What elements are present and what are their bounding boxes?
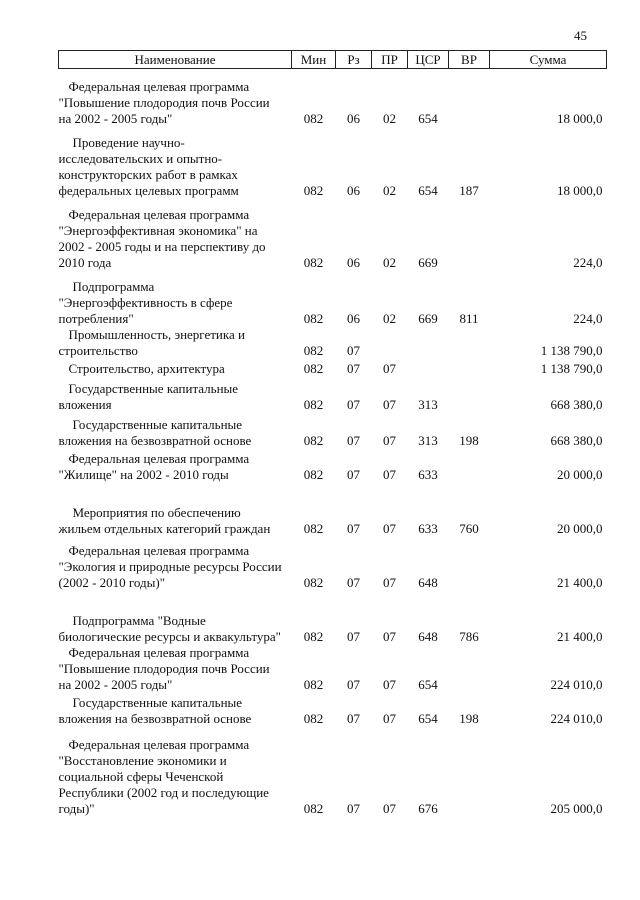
row-csr: 654 [418,676,438,692]
row-name [59,449,292,483]
row-min: 082 [303,360,324,376]
row-sum: 205 000,0 [550,800,603,816]
row-rz: 07 [347,342,360,358]
row-name-text: Федеральная целевая программа "Энергоэффективная экономика" на 2002 - 2005 годы и на перспективу до 2010 года [58,206,266,270]
row-rz: 07 [347,628,360,644]
row-rz: 07 [347,396,360,412]
row-name [59,359,292,377]
row-name-text: Федеральная целевая программа "Повышение плодородия почв России на 2002 - 2005 годы" [58,78,270,126]
row-pr: 07 [383,520,396,536]
row-name [59,727,292,817]
row-sum: 224 010,0 [550,710,603,726]
row-name-text: Федеральная целевая программа "Экология и природные ресурсы России (2002 - 2010 годы)" [58,542,282,590]
row-vr [449,199,490,271]
row-pr: 07 [383,574,396,590]
row-min: 082 [303,710,324,726]
table-row [59,537,607,591]
row-name [59,413,292,449]
row-sum: 224 010,0 [550,676,603,692]
row-sum: 668 380,0 [550,432,603,448]
row-name-text: Проведение научно-исследовательских и опытно-конструкторских работ в рамках федеральных целевых программ [58,134,239,198]
row-name-text: Федеральная целевая программа "Восстановление экономики и социальной сферы Чеченской Республики (2002 год и последующие годы)" [58,736,269,816]
row-sum: 18 000,0 [557,110,603,126]
row-name [59,127,292,199]
row-vr [449,359,490,377]
row-name [59,645,292,693]
row-name [59,377,292,413]
row-sum: 21 400,0 [557,574,603,590]
row-rz: 06 [347,110,360,126]
row-name-text: Промышленность, энергетика и строительство [58,326,245,358]
table-row [59,449,607,483]
column-header-pr: ПР [372,51,408,69]
page-number: 45 [574,28,587,43]
row-csr: 648 [418,628,438,644]
row-name-text: Строительство, архитектура [68,360,225,376]
column-header-vr: ВР [449,51,490,69]
row-vr: 811 [459,310,479,326]
row-pr: 02 [383,310,396,326]
row-sum: 668 380,0 [550,396,603,412]
row-pr: 02 [383,182,396,198]
table-row [59,69,607,127]
row-min: 082 [303,110,324,126]
table-row [59,359,607,377]
table-row [59,645,607,693]
table-header-row [59,51,607,69]
row-name-text: Мероприятия по обеспечению жильем отдельных категорий граждан [58,504,271,536]
row-name-text: Государственные капитальные вложения на безвозвратной основе [58,694,252,726]
row-csr: 654 [418,182,438,198]
row-vr: 187 [459,182,479,198]
row-sum: 224,0 [573,254,603,270]
row-rz: 07 [347,676,360,692]
row-vr [449,537,490,591]
table-body [59,69,607,817]
row-vr: 198 [459,710,479,726]
row-csr: 654 [418,110,438,126]
row-name [59,693,292,727]
column-header-csr: ЦСР [408,51,449,69]
row-pr: 07 [383,628,396,644]
row-csr: 633 [418,520,438,536]
row-name [59,537,292,591]
table-row [59,483,607,537]
row-pr: 02 [383,110,396,126]
row-csr: 654 [418,710,438,726]
row-name-text: Подпрограмма "Энергоэффективность в сфере потребления" [58,278,233,326]
row-csr: 669 [418,254,438,270]
row-name [59,591,292,645]
row-vr [449,449,490,483]
row-csr: 669 [418,310,438,326]
row-csr: 676 [418,800,438,816]
column-header-name: Наименование [59,51,292,69]
row-min: 082 [303,800,324,816]
row-rz: 06 [347,310,360,326]
row-rz: 07 [347,520,360,536]
row-sum: 20 000,0 [557,520,603,536]
table-row [59,327,607,359]
row-sum: 21 400,0 [557,628,603,644]
row-csr: 313 [418,396,438,412]
row-name-text: Подпрограмма "Водные биологические ресурсы и аквакультура" [58,612,281,644]
row-pr: 07 [383,396,396,412]
row-vr [449,69,490,127]
row-vr [449,645,490,693]
row-vr: 198 [459,432,479,448]
table-row [59,271,607,327]
row-min: 082 [303,628,324,644]
table-row [59,199,607,271]
row-csr: 633 [418,466,438,482]
table-row [59,591,607,645]
row-pr: 07 [383,432,396,448]
table-row [59,127,607,199]
row-name [59,271,292,327]
row-pr: 07 [383,466,396,482]
row-rz: 07 [347,360,360,376]
row-sum: 1 138 790,0 [540,360,603,376]
column-header-rz: Рз [336,51,372,69]
row-csr: 648 [418,574,438,590]
row-sum: 224,0 [573,310,603,326]
row-rz: 07 [347,466,360,482]
row-min: 082 [303,310,324,326]
row-min: 082 [303,676,324,692]
row-rz: 06 [347,182,360,198]
row-name [59,483,292,537]
row-min: 082 [303,396,324,412]
row-pr: 07 [383,676,396,692]
row-pr: 07 [383,360,396,376]
row-csr [408,327,449,359]
row-name-text: Федеральная целевая программа "Жилище" на 2002 - 2010 годы [58,450,250,482]
row-rz: 06 [347,254,360,270]
row-name-text: Государственные капитальные вложения [58,380,239,412]
row-name [59,327,292,359]
row-min: 082 [303,342,324,358]
row-min: 082 [303,466,324,482]
row-pr [372,327,408,359]
row-min: 082 [303,182,324,198]
row-sum: 20 000,0 [557,466,603,482]
row-csr: 313 [418,432,438,448]
row-vr: 786 [459,628,479,644]
table-row [59,377,607,413]
table-row [59,727,607,817]
row-rz: 07 [347,574,360,590]
row-vr [449,727,490,817]
row-name-text: Государственные капитальные вложения на безвозвратной основе [58,416,252,448]
row-pr: 07 [383,710,396,726]
column-header-min: Мин [292,51,336,69]
row-name [59,199,292,271]
row-name [59,69,292,127]
row-rz: 07 [347,800,360,816]
budget-table [58,50,607,817]
row-pr: 07 [383,800,396,816]
row-rz: 07 [347,710,360,726]
row-min: 082 [303,432,324,448]
row-vr: 760 [459,520,479,536]
row-name-text: Федеральная целевая программа "Повышение плодородия почв России на 2002 - 2005 годы" [58,644,270,692]
row-pr: 02 [383,254,396,270]
row-min: 082 [303,254,324,270]
row-vr [449,377,490,413]
row-min: 082 [303,520,324,536]
row-csr [408,359,449,377]
row-vr [449,327,490,359]
row-rz: 07 [347,432,360,448]
row-min: 082 [303,574,324,590]
table-row [59,693,607,727]
column-header-sum: Сумма [490,51,607,69]
row-sum: 18 000,0 [557,182,603,198]
table-row [59,413,607,449]
row-sum: 1 138 790,0 [540,342,603,358]
